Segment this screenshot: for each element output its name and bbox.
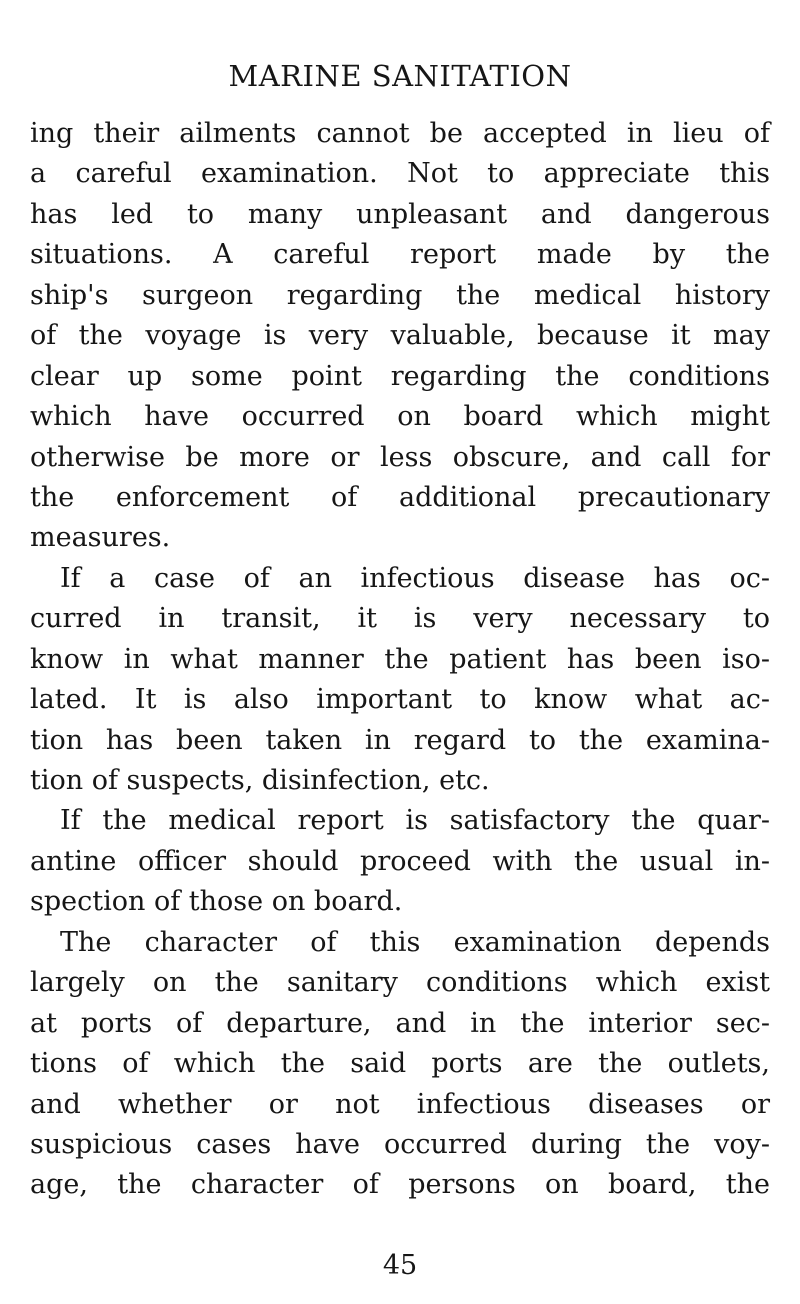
text-line: age, the character of persons on board, the [30,1169,770,1201]
text-line: suspicious cases have occurred during the voy- [30,1128,770,1160]
text-line: situations. A careful report made by the [30,239,770,271]
running-head: MARINE SANITATION [228,59,572,93]
text-line: ship's surgeon regarding the medical history [30,279,770,311]
paragraph-start-line: The character of this examination depends [60,926,770,958]
text-line: know in what manner the patient has been iso- [30,643,770,675]
text-line: and whether or not infectious diseases or [30,1088,770,1120]
text-line: the enforcement of additional precautionary [30,481,770,513]
page-number: 45 [382,1250,418,1281]
text-line: largely on the sanitary conditions which exist [30,967,770,999]
paragraph-end-line: tion of suspects, disinfection, etc. [30,765,490,796]
text-line: a careful examination. Not to appreciate this [30,158,770,190]
text-line: of the voyage is very valuable, because it may [30,320,770,352]
text-line: tions of which the said ports are the outlets, [30,1048,770,1080]
text-line: at ports of departure, and in the interior sec- [30,1007,770,1039]
paragraph-end-line: measures. [30,522,171,554]
text-line: ing their ailments cannot be accepted in lieu of [30,118,770,149]
text-line: which have occurred on board which might [30,401,770,433]
text-line: curred in transit, it is very necessary to [30,603,770,635]
paragraph-start-line: If the medical report is satisfactory the quar- [60,805,770,837]
text-line: has led to many unpleasant and dangerous [30,198,770,230]
text-line: antine officer should proceed with the usual in- [30,845,770,877]
paragraph-end-line: spection of those on board. [30,886,403,918]
text-line: lated. It is also important to know what ac- [30,684,770,716]
body-text [30,114,770,1206]
text-line: tion has been taken in regard to the examina- [30,724,770,756]
text-line: clear up some point regarding the conditions [30,360,770,392]
paragraph-start-line: If a case of an infectious disease has oc- [60,562,770,594]
text-line: otherwise be more or less obscure, and call for [30,441,770,473]
